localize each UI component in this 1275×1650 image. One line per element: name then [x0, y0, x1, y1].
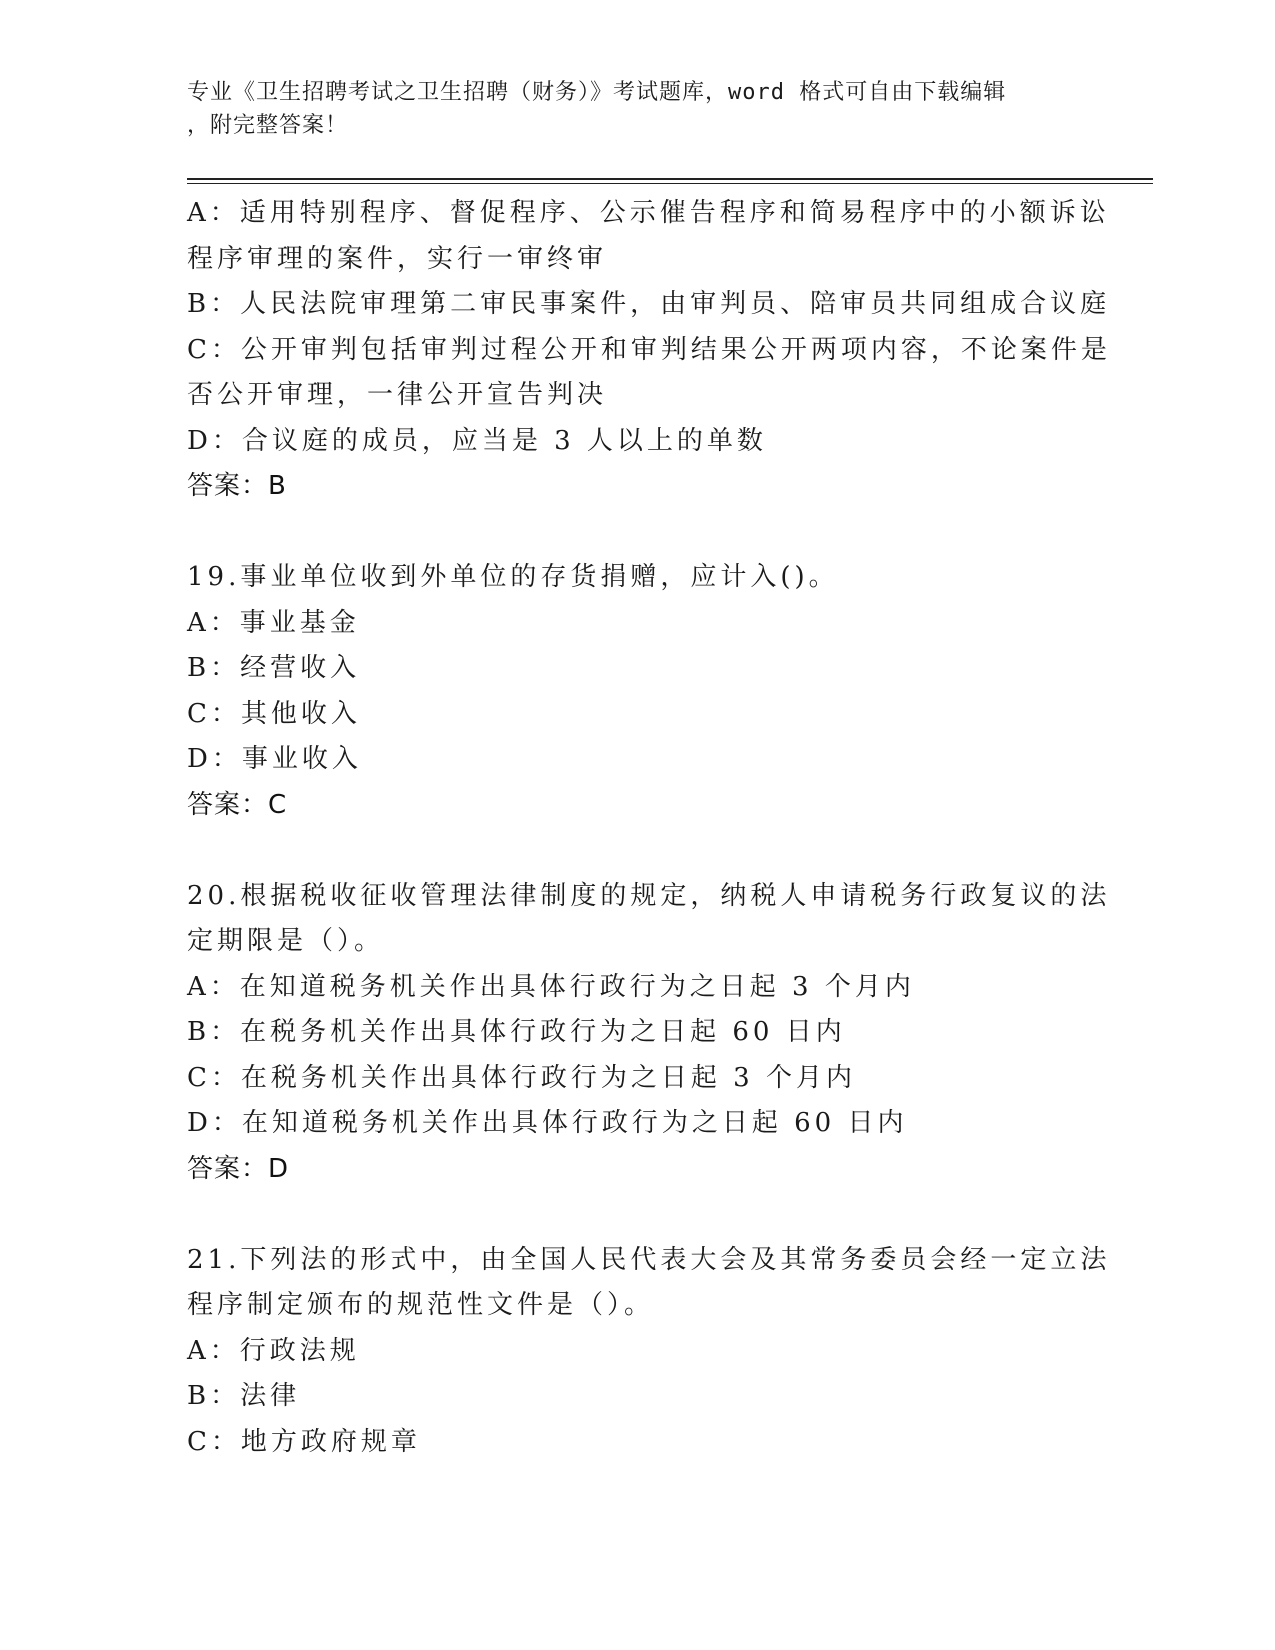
- answer: 答案：D: [187, 1153, 290, 1184]
- option-b: B：在税务机关作出具体行政行为之日起 60 日内: [187, 1017, 846, 1047]
- question-21: [187, 1238, 1111, 1466]
- header-rule-thin: [187, 183, 1153, 184]
- document-header: [187, 76, 1067, 142]
- header-rule-thick: [187, 178, 1153, 180]
- option-a: A：行政法规: [187, 1335, 360, 1366]
- spacer: [187, 1192, 1067, 1238]
- question-18-tail: [187, 191, 1111, 510]
- option-d: D：事业收入: [187, 744, 362, 774]
- answer: 答案：B: [187, 471, 287, 501]
- spacer: [187, 510, 1067, 556]
- option-c-line-2: 否公开审理，一律公开宣告判决: [187, 380, 608, 410]
- option-c: C：在税务机关作出具体行政行为之日起 3 个月内: [187, 1062, 856, 1093]
- option-c: C：地方政府规章: [187, 1426, 421, 1457]
- option-a: A：在知道税务机关作出具体行政行为之日起 3 个月内: [187, 971, 915, 1002]
- question-stem-line-2: 定期限是（）。: [187, 926, 385, 956]
- option-c-line-1: C：公开审判包括审判过程公开和审判结果公开两项内容，不论案件是: [187, 334, 1111, 365]
- question-stem-line-2: 程序制定颁布的规范性文件是（）。: [187, 1290, 655, 1320]
- header-line-1: 专业《卫生招聘考试之卫生招聘（财务）》考试题库，word 格式可自由下载编辑: [187, 80, 1007, 105]
- question-content: [187, 191, 1111, 1465]
- option-c: C：其他收入: [187, 698, 361, 729]
- option-a: A：事业基金: [187, 607, 360, 638]
- option-b: B：经营收入: [187, 653, 361, 683]
- answer: 答案：C: [187, 789, 288, 820]
- option-a-line-1: A：适用特别程序、督促程序、公示催告程序和简易程序中的小额诉讼: [187, 198, 1110, 228]
- question-20: [187, 874, 1111, 1193]
- question-stem-line-1: 20.根据税收征收管理法律制度的规定，纳税人申请税务行政复议的法: [187, 880, 1111, 911]
- option-a-line-2: 程序审理的案件，实行一审终审: [187, 243, 608, 274]
- option-b: B：人民法院审理第二审民事案件，由审判员、陪审员共同组成合议庭: [187, 289, 1111, 319]
- header-line-2: ，附完整答案！: [187, 113, 349, 138]
- option-b: B：法律: [187, 1381, 301, 1411]
- spacer: [187, 828, 1067, 874]
- question-stem: 19.事业单位收到外单位的存货捐赠，应计入()。: [187, 562, 839, 592]
- option-d: D：在知道税务机关作出具体行政行为之日起 60 日内: [187, 1108, 908, 1138]
- question-stem-line-1: 21.下列法的形式中，由全国人民代表大会及其常务委员会经一定立法: [187, 1244, 1111, 1275]
- option-d: D：合议庭的成员，应当是 3 人以上的单数: [187, 425, 767, 456]
- question-19: [187, 555, 1067, 828]
